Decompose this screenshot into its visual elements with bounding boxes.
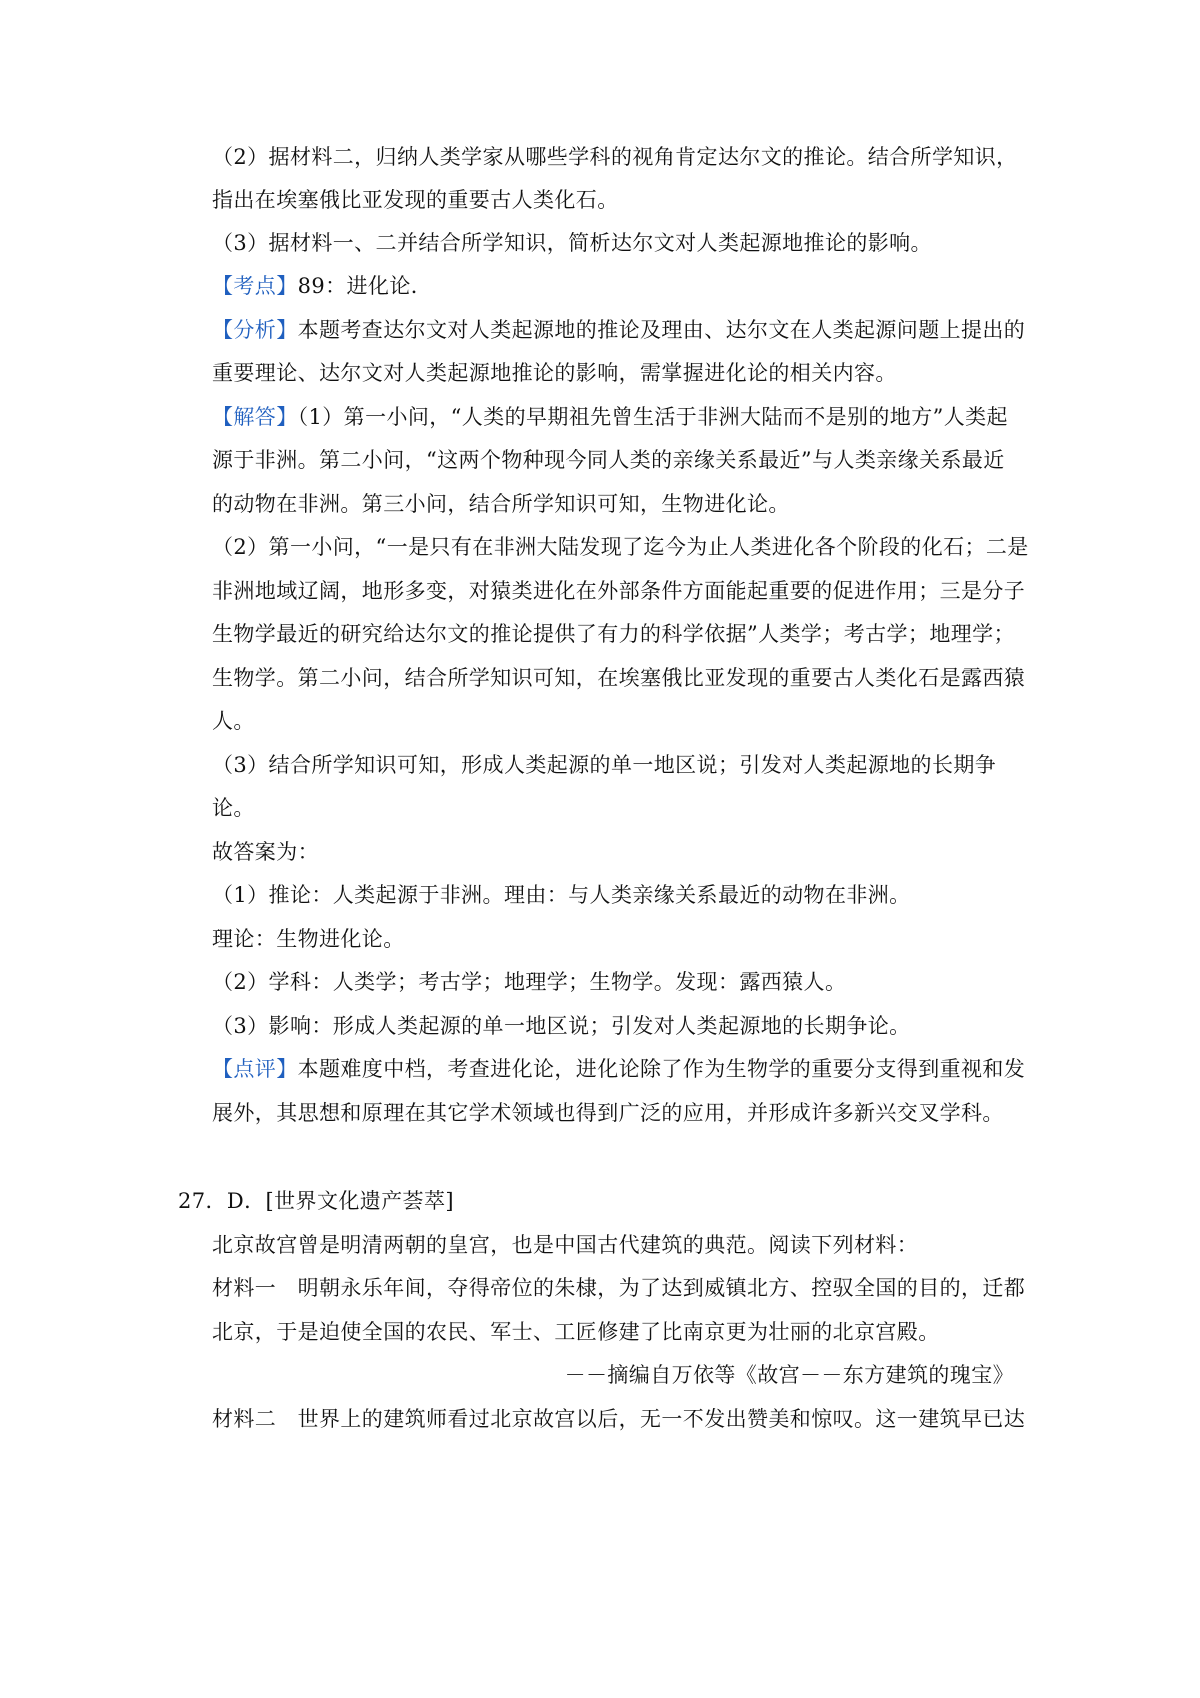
jieda-tag: 【解答】 [212, 405, 298, 429]
text: 本题考查达尔文对人类起源地的推论及理由、达尔文在人类起源问题上提出的 [297, 318, 1026, 342]
text-line: （3）据材料一、二并结合所学知识，简析达尔文对人类起源地推论的影响。 [212, 231, 932, 255]
text-line: （2）学科：人类学；考古学；地理学；生物学。发现：露西猿人。 [212, 970, 847, 994]
dianping-line [212, 1054, 1025, 1084]
text-line: 故答案为： [212, 840, 319, 864]
text-line: 理论：生物进化论。 [212, 927, 405, 951]
text-line: 指出在埃塞俄比亚发现的重要古人类化石。 [212, 188, 619, 212]
text-line: 北京，于是迫使全国的农民、军士、工匠修建了比南京更为壮丽的北京宫殿。 [212, 1320, 940, 1344]
text-line: 展外，其思想和原理在其它学术领域也得到广泛的应用，并形成许多新兴交叉学科。 [212, 1101, 1004, 1125]
kaodian-tag: 【考点】 [212, 274, 298, 298]
text-line: （3）影响：形成人类起源的单一地区说；引发对人类起源地的长期争论。 [212, 1014, 911, 1038]
text-line: （2）据材料二，归纳人类学家从哪些学科的视角肯定达尔文的推论。结合所学知识， [212, 145, 1018, 169]
text-line: （2）第一小问，“一是只有在非洲大陆发现了迄今为止人类进化各个阶段的化石；二是 [212, 535, 1029, 559]
text-line: （1）推论：人类起源于非洲。理由：与人类亲缘关系最近的动物在非洲。 [212, 883, 911, 907]
dianping-tag: 【点评】 [212, 1057, 298, 1081]
text-line: 材料一 明朝永乐年间，夺得帝位的朱棣，为了达到威镇北方、控驭全国的目的，迁都 [212, 1276, 1026, 1300]
text: 本题难度中档，考查进化论，进化论除了作为生物学的重要分支得到重视和发 [297, 1057, 1026, 1081]
text-line: 人。 [212, 709, 255, 733]
text-line: 重要理论、达尔文对人类起源地推论的影响，需掌握进化论的相关内容。 [212, 361, 897, 385]
text-line: 生物学最近的研究给达尔文的推论提供了有力的科学依据”人类学；考古学；地理学； [212, 622, 1015, 646]
kaodian-line [212, 271, 432, 301]
question-heading: 27．D．[世界文化遗产荟萃] [178, 1189, 454, 1213]
text-line: 论。 [212, 796, 255, 820]
text-line: 的动物在非洲。第三小问，结合所学知识可知，生物进化论。 [212, 492, 790, 516]
text: 89：进化论． [297, 274, 433, 298]
text-line: 材料二 世界上的建筑师看过北京故宫以后，无一不发出赞美和惊叹。这一建筑早已达 [212, 1407, 1026, 1431]
fenxi-tag: 【分析】 [212, 318, 298, 342]
fenxi-line [212, 315, 1025, 345]
text-line: 生物学。第二小问，结合所学知识可知，在埃塞俄比亚发现的重要古人类化石是露西猿 [212, 666, 1026, 690]
source-citation: －－摘编自万依等《故宫－－东方建筑的瑰宝》 [564, 1363, 1014, 1387]
text-line: 源于非洲。第二小问，“这两个物种现今同人类的亲缘关系最近”与人类亲缘关系最近 [212, 448, 1005, 472]
text-line: （3）结合所学知识可知，形成人类起源的单一地区说；引发对人类起源地的长期争 [212, 753, 997, 777]
text: （1）第一小问，“人类的早期祖先曾生活于非洲大陆而不是别的地方”人类起 [297, 405, 1008, 429]
text-line: 北京故宫曾是明清两朝的皇宫，也是中国古代建筑的典范。阅读下列材料： [212, 1233, 919, 1257]
text-line: 非洲地域辽阔，地形多变，对猿类进化在外部条件方面能起重要的促进作用；三是分子 [212, 579, 1026, 603]
jieda-line [212, 402, 1008, 432]
